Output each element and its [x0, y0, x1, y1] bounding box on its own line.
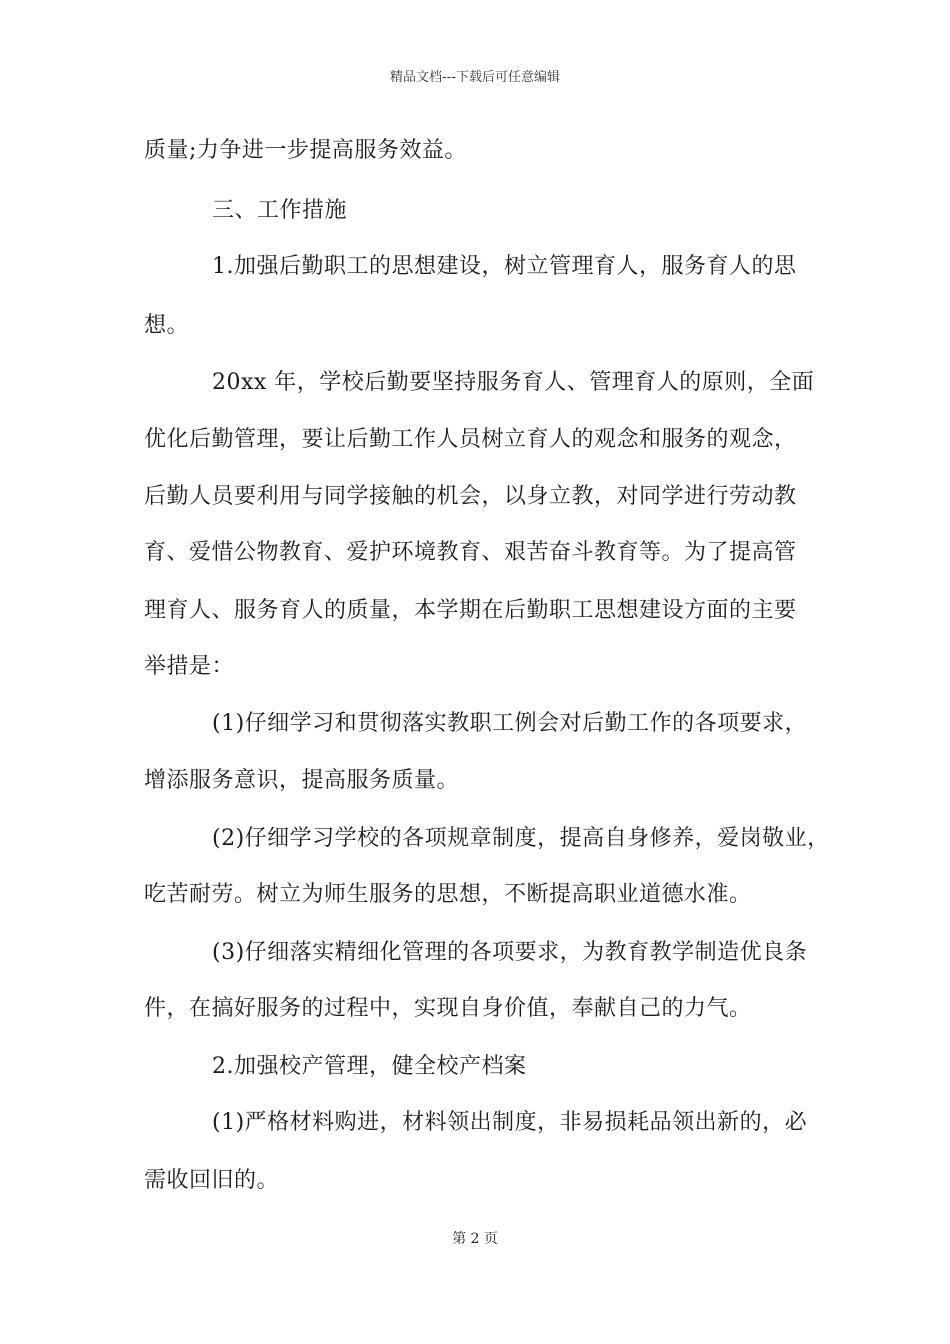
paragraph-line: 需收回旧的。: [144, 1168, 280, 1193]
paragraph-line: (2)仔细学习学校的各项规章制度，提高自身修养，爱岗敬业，: [212, 826, 830, 851]
paragraph-line: (3)仔细落实精细化管理的各项要求，为教育教学制造优良条: [212, 940, 808, 965]
paragraph-line: 20xx 年，学校后勤要坚持服务育人、管理育人的原则，全面: [212, 370, 815, 395]
paragraph-line: 育、爱惜公物教育、爱护环境教育、艰苦奋斗教育等。为了提高管: [144, 540, 797, 565]
paragraph-line: 质量;力争进一步提高服务效益。: [144, 138, 467, 163]
paragraph-line: 后勤人员要利用与同学接触的机会，以身立教，对同学进行劳动教: [144, 484, 797, 509]
page-number: 第 2 页: [452, 1231, 498, 1247]
paragraph-line: 优化后勤管理，要让后勤工作人员树立育人的观念和服务的观念，: [144, 427, 797, 452]
page-header: 精品文档---下载后可任意编辑: [389, 70, 561, 85]
paragraph-line: 1.加强后勤职工的思想建设，树立管理育人，服务育人的思: [212, 254, 797, 279]
paragraph-line: (1)仔细学习和贯彻落实教职工例会对后勤工作的各项要求，: [212, 711, 808, 736]
section-heading: 2.加强校产管理，健全校产档案: [212, 1054, 527, 1079]
paragraph-line: 想。: [144, 313, 190, 338]
section-heading: 三、工作措施: [212, 198, 348, 223]
paragraph-line: 增添服务意识，提高服务质量。: [144, 768, 460, 793]
paragraph-line: 吃苦耐劳。树立为师生服务的思想，不断提高职业道德水准。: [144, 882, 752, 907]
paragraph-line: 件，在搞好服务的过程中，实现自身价值，奉献自己的力气。: [144, 996, 752, 1021]
paragraph-line: 理育人、服务育人的质量，本学期在后勤职工思想建设方面的主要: [144, 598, 797, 623]
paragraph-line: 举措是：: [144, 654, 235, 679]
paragraph-line: (1)严格材料购进，材料领出制度，非易损耗品领出新的，必: [212, 1110, 808, 1135]
